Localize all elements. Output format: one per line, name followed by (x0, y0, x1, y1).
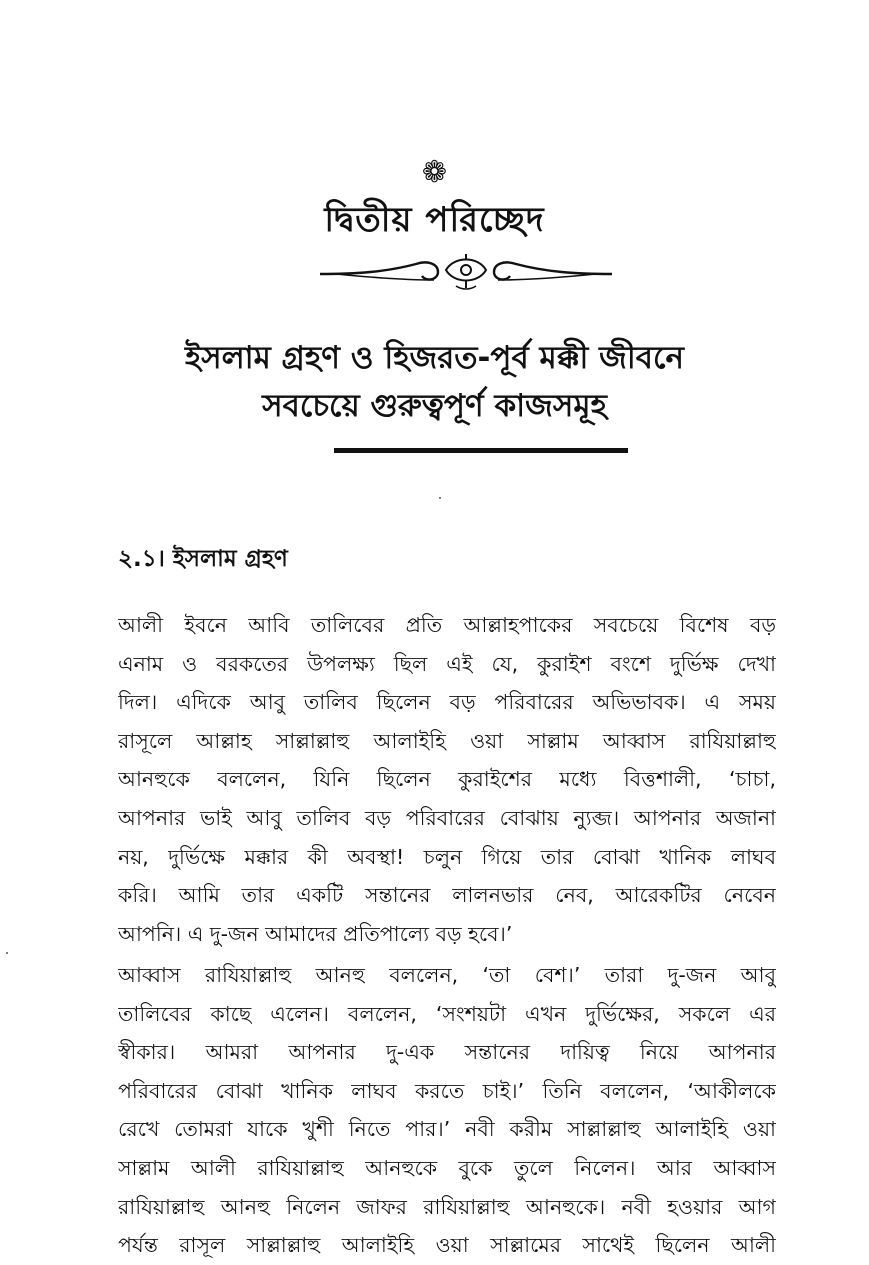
text-line: করি। আমি তার একটি সন্তানের লালনভার নেব, আরেকটির নেবেন (118, 883, 776, 908)
flourish-divider-icon (316, 250, 616, 292)
text-line: আব্বাস রাযিয়াল্লাহু আনহু বললেন, ‘তা বেশ।’ তারা দু-জন আবু (118, 963, 776, 987)
text-line: তালিবের কাছে এলেন। বললেন, ‘সংশয়টা এখন দুর্ভিক্ষের, সকলে এর (118, 1001, 776, 1026)
paragraph-1 (118, 606, 776, 953)
text-line: পরিবারের বোঝা খানিক লাঘব করতে চাই।’ তিনি বললেন, ‘আকীলকে (118, 1078, 776, 1103)
text-line: রাযিয়াল্লাহু আনহু নিলেন জাফর রাযিয়াল্লাহু আনহুকে। নবী হওয়ার আগ (118, 1194, 776, 1219)
star-flower-ornament-icon: ❁ (421, 155, 448, 190)
text-line: দিল। এদিকে আবু তালিব ছিলেন বড় পরিবারের অভিভাবক। এ সময় (118, 690, 776, 715)
text-line: আপনার ভাই আবু তালিব বড় পরিবারের বোঝায় ন্যুব্জ। আপনার অজানা (118, 805, 776, 830)
print-speck (439, 497, 441, 499)
text-line: এনাম ও বরকতের উপলক্ষ্য ছিল এই যে, কুরাইশ বংশে দুর্ভিক্ষ দেখা (118, 651, 776, 676)
title-underline-rule (334, 448, 628, 453)
section-heading: ২.১। ইসলাম গ্রহণ (118, 546, 288, 572)
text-line: আনহুকে বললেন, যিনি ছিলেন কুরাইশের মধ্যে বিত্তশালী, ‘চাচা, (118, 767, 776, 792)
text-line: সাল্লাম আলী রাযিয়াল্লাহু আনহুকে বুকে তুলে নিলেন। আর আব্বাস (118, 1155, 776, 1180)
text-line: রেখে তোমরা যাকে খুশী নিতে পার।’ নবী করীম সাল্লাল্লাহু আলাইহি ওয়া (118, 1117, 776, 1142)
text-line: স্বীকার। আমরা আপনার দু-এক সন্তানের দায়িত্ব নিয়ে আপনার (118, 1040, 776, 1065)
text-line: রাসূলে আল্লাহ সাল্লাল্লাহু আলাইহি ওয়া সাল্লাম আব্বাস রাযিয়াল্লাহু (118, 728, 776, 753)
paragraph-2 (118, 956, 776, 1265)
chapter-title-line-1: ইসলাম গ্রহণ ও হিজরত-পূর্ব মক্কী জীবনে (184, 340, 684, 376)
print-speck (6, 952, 8, 954)
text-line: আপনি। এ দু-জন আমাদের প্রতিপাল্যে বড় হবে।’ (118, 921, 513, 946)
chapter-label: দ্বিতীয় পরিচ্ছেদ (324, 200, 545, 240)
text-line: নয়, দুর্ভিক্ষে মক্কার কী অবস্থা! চলুন গিয়ে তার বোঝা খানিক লাঘব (118, 844, 776, 869)
chapter-title-line-2: সবচেয়ে গুরুত্বপূর্ণ কাজসমূহ (262, 388, 607, 424)
chapter-title (60, 334, 809, 430)
text-line: পর্যন্ত রাসূল সাল্লাল্লাহু আলাইহি ওয়া সাল্লামের সাথেই ছিলেন আলী (118, 1233, 776, 1258)
text-line: আলী ইবনে আবি তালিবের প্রতি আল্লাহপাকের সবচেয়ে বিশেষ বড় (118, 613, 776, 637)
